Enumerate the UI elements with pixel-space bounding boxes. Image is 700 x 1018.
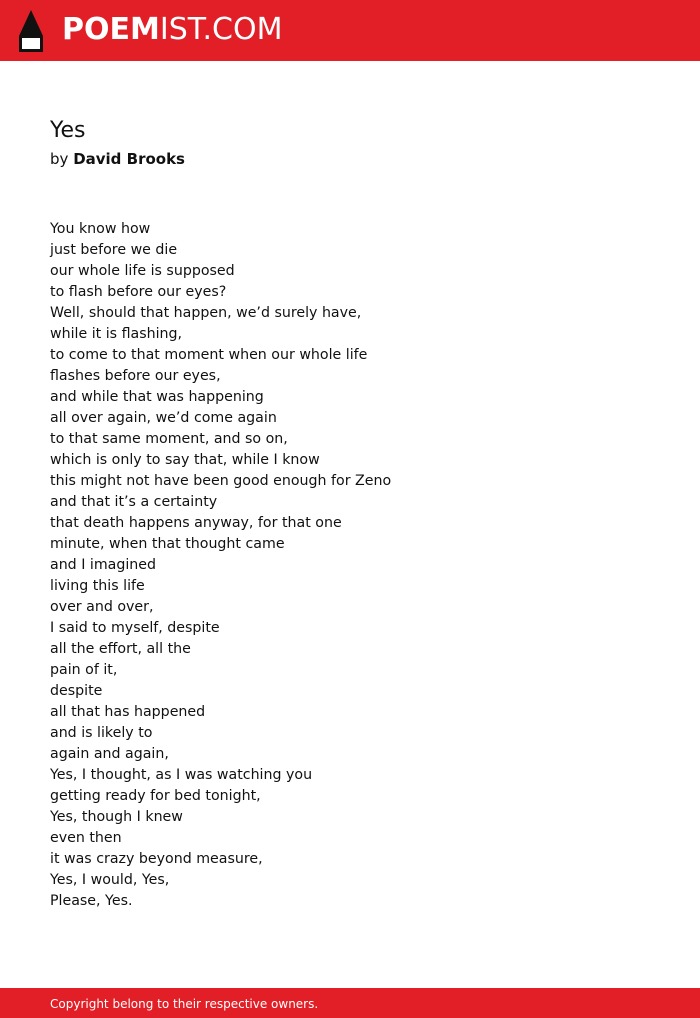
poem-line: just before we die [50, 242, 178, 258]
poem-line: all the effort, all the [50, 641, 191, 657]
poem-title: Yes [50, 118, 86, 143]
poem-line: and while that was happening [50, 389, 264, 405]
poem-line: Please, Yes. [50, 893, 133, 909]
poem-line: Yes, I would, Yes, [50, 872, 170, 888]
logo-text-bold: POEM [62, 12, 160, 47]
logo-text-light: IST.COM [159, 12, 283, 47]
poem-line: our whole life is supposed [50, 263, 235, 279]
poem-body [50, 219, 391, 912]
poem-line: living this life [50, 578, 145, 594]
poem-line: again and again, [50, 746, 169, 762]
poem-line: all over again, we’d come again [50, 410, 277, 426]
poem-line: which is only to say that, while I know [50, 452, 320, 468]
poem-line: this might not have been good enough for Zeno [50, 473, 392, 489]
poem-line: and that it’s a certainty [50, 494, 218, 510]
poem-line: over and over, [50, 599, 154, 615]
poem-line: Yes, though I knew [50, 809, 183, 825]
poem-line: flashes before our eyes, [50, 368, 221, 384]
copyright-text: Copyright belong to their respective owners. [50, 997, 319, 1011]
site-header [0, 0, 700, 61]
poem-line: it was crazy beyond measure, [50, 851, 263, 867]
poem-line: Well, should that happen, we’d surely have, [50, 305, 362, 321]
poem-line: to come to that moment when our whole life [50, 347, 368, 363]
site-logo[interactable] [62, 11, 282, 49]
poem-line: pain of it, [50, 662, 118, 678]
poem-line: while it is flashing, [50, 326, 183, 342]
poem-line: You know how [50, 221, 151, 237]
poem-line: minute, when that thought came [50, 536, 285, 552]
pencil-tip-icon [19, 10, 43, 52]
poem-line: getting ready for bed tonight, [50, 788, 261, 804]
poem-line: I said to myself, despite [50, 620, 220, 636]
poem-line: and is likely to [50, 725, 153, 741]
site-footer [0, 988, 700, 1018]
poem-line: even then [50, 830, 122, 846]
author-name: David Brooks [73, 150, 185, 168]
by-label: by [50, 150, 69, 168]
poem-line: all that has happened [50, 704, 206, 720]
byline [50, 148, 185, 170]
poem-line: to that same moment, and so on, [50, 431, 288, 447]
poem-line: that death happens anyway, for that one [50, 515, 342, 531]
poem-line: despite [50, 683, 103, 699]
poem-line: to flash before our eyes? [50, 284, 227, 300]
poem-line: Yes, I thought, as I was watching you [50, 767, 313, 783]
poem-line: and I imagined [50, 557, 157, 573]
